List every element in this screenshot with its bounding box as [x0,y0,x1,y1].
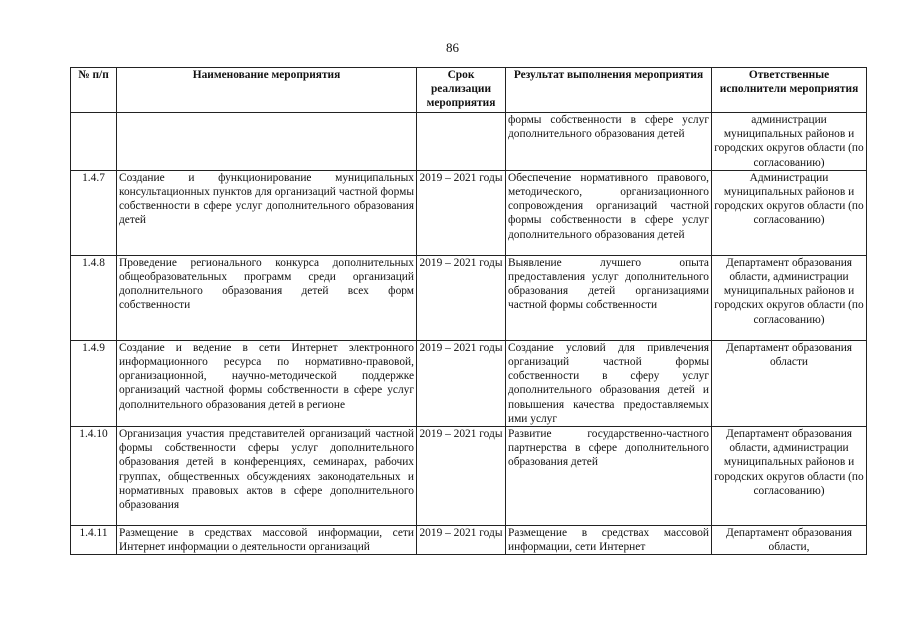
table-row [71,170,867,255]
cell-term: 2019 – 2021 годы [417,427,506,526]
cell-num: 1.4.11 [71,526,117,555]
table-header-row [71,68,867,113]
cell-result: Размещение в средствах массовой информации, сети Интернет [506,526,712,555]
cell-responsible: администрации муниципальных районов и городских округов области (по согласованию) [712,113,867,171]
cell-result: Создание условий для привлечения организаций частной формы собственности в сферу услуг дополнительного образования детей и повышения качества предоставляемых ими услуг [506,340,712,426]
cell-num: 1.4.7 [71,170,117,255]
header-term: Срок реализации мероприятия [417,68,506,113]
measures-table [70,67,867,555]
cell-responsible: Департамент образования области, администрации муниципальных районов и городских округов области (по согласованию) [712,427,867,526]
cell-responsible: Департамент образования области [712,340,867,426]
cell-result: формы собственности в сфере услуг дополнительного образования детей [506,113,712,171]
cell-responsible: Администрации муниципальных районов и городских округов области (по согласованию) [712,170,867,255]
cell-num: 1.4.9 [71,340,117,426]
cell-responsible: Департамент образования области, [712,526,867,555]
cell-term: 2019 – 2021 годы [417,255,506,340]
cell-num: 1.4.8 [71,255,117,340]
table-row [71,526,867,555]
header-name: Наименование мероприятия [117,68,417,113]
cell-name: Проведение регионального конкурса дополнительных общеобразовательных программ среди организаций дополнительного образования детей всех форм собственности [117,255,417,340]
header-responsible: Ответственные исполнители мероприятия [712,68,867,113]
cell-num [71,113,117,171]
cell-name: Размещение в средствах массовой информации, сети Интернет информации о деятельности организаций [117,526,417,555]
table-row [71,255,867,340]
cell-term [417,113,506,171]
table-row [71,427,867,526]
cell-result: Обеспечение нормативного правового, методического, организационного сопровождения организаций частной формы собственности в сфере услуг дополнительного образования детей [506,170,712,255]
table-row [71,113,867,171]
cell-result: Выявление лучшего опыта предоставления услуг дополнительного образования детей организациями частной формы собственности [506,255,712,340]
header-result: Результат выполнения мероприятия [506,68,712,113]
cell-name: Создание и функционирование муниципальных консультационных пунктов для организаций частной формы собственности в сфере услуг дополнительного образования детей [117,170,417,255]
cell-name: Организация участия представителей организаций частной формы собственности сферы услуг дополнительного образования детей в конференциях, семинарах, рабочих группах, общественных обсуждениях законодательных и нормативных правовых актов в сфере дополнительного образования [117,427,417,526]
cell-result: Развитие государственно-частного партнерства в сфере дополнительного образования детей [506,427,712,526]
page-number: 86 [446,40,459,55]
header-num: № п/п [71,68,117,113]
cell-responsible: Департамент образования области, администрации муниципальных районов и городских округов области (по согласованию) [712,255,867,340]
cell-name: Создание и ведение в сети Интернет электронного информационного ресурса по нормативно-правовой, организационной, научно-методической поддержке организаций частной формы собственности в сфере услуг дополнительного образования детей в регионе [117,340,417,426]
table-row [71,340,867,426]
cell-term: 2019 – 2021 годы [417,526,506,555]
cell-name [117,113,417,171]
cell-term: 2019 – 2021 годы [417,340,506,426]
cell-num: 1.4.10 [71,427,117,526]
cell-term: 2019 – 2021 годы [417,170,506,255]
